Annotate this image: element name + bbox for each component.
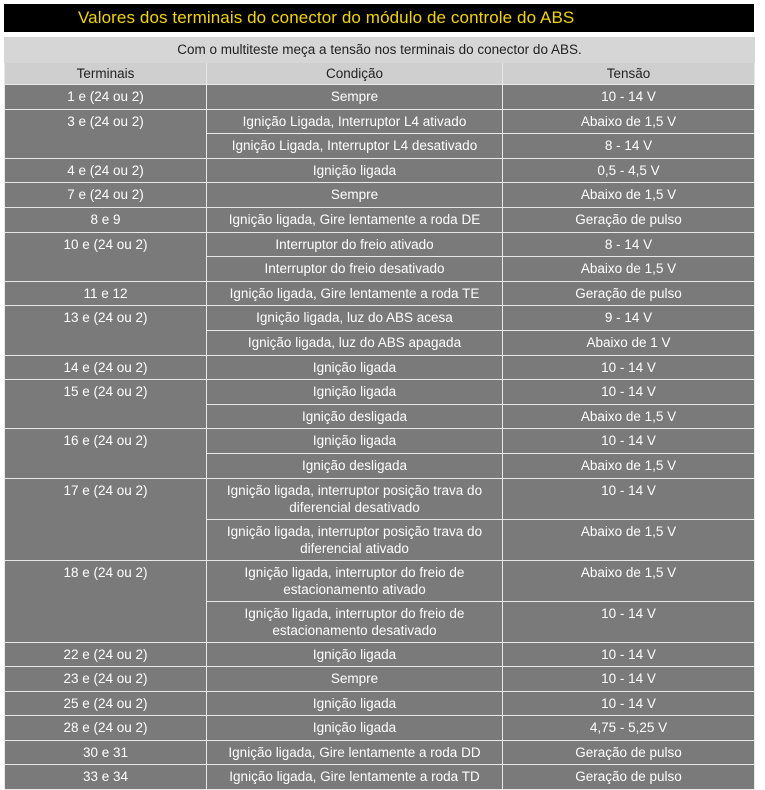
voltage-cell: Abaixo de 1,5 V <box>503 560 755 601</box>
voltage-cell: 10 - 14 V <box>503 355 755 380</box>
condition-cell: Ignição ligada, Gire lentamente a roda DE <box>207 207 503 232</box>
condition-cell: Ignição ligada <box>207 380 503 405</box>
voltage-cell: Abaixo de 1,5 V <box>503 109 755 134</box>
terminal-cell: 33 e 34 <box>5 765 207 790</box>
terminal-cell: 4 e (24 ou 2) <box>5 158 207 183</box>
table-title: Valores dos terminais do conector do módulo de controle do ABS <box>4 4 754 32</box>
table-row <box>5 355 755 380</box>
condition-cell: Ignição ligada <box>207 158 503 183</box>
terminal-cell: 14 e (24 ou 2) <box>5 355 207 380</box>
voltage-cell: 10 - 14 V <box>503 601 755 642</box>
terminal-cell: 13 e (24 ou 2) <box>5 306 207 355</box>
voltage-cell: Geração de pulso <box>503 740 755 765</box>
voltage-cell: Geração de pulso <box>503 765 755 790</box>
condition-cell: Sempre <box>207 183 503 208</box>
table-row <box>5 478 755 519</box>
table-row <box>5 232 755 257</box>
table-row <box>5 667 755 692</box>
table-body <box>5 85 755 790</box>
condition-cell: Ignição ligada <box>207 642 503 667</box>
table-row <box>5 158 755 183</box>
condition-cell: Ignição ligada, Gire lentamente a roda DD <box>207 740 503 765</box>
voltage-cell: 8 - 14 V <box>503 134 755 159</box>
voltage-cell: 4,75 - 5,25 V <box>503 716 755 741</box>
terminal-cell: 30 e 31 <box>5 740 207 765</box>
voltage-cell: Abaixo de 1,5 V <box>503 519 755 560</box>
terminal-cell: 22 e (24 ou 2) <box>5 642 207 667</box>
header-tensao: Tensão <box>503 63 755 85</box>
terminal-cell: 16 e (24 ou 2) <box>5 429 207 478</box>
terminal-cell: 8 e 9 <box>5 207 207 232</box>
voltage-cell: 10 - 14 V <box>503 691 755 716</box>
condition-cell: Ignição ligada, luz do ABS acesa <box>207 306 503 331</box>
voltage-cell: Abaixo de 1 V <box>503 330 755 355</box>
header-condicao: Condição <box>207 63 503 85</box>
table-row <box>5 560 755 601</box>
voltage-cell: 10 - 14 V <box>503 478 755 519</box>
condition-cell: Ignição desligada <box>207 453 503 478</box>
terminal-cell: 17 e (24 ou 2) <box>5 478 207 560</box>
condition-cell: Interruptor do freio desativado <box>207 257 503 282</box>
terminal-cell: 15 e (24 ou 2) <box>5 380 207 429</box>
condition-cell: Interruptor do freio ativado <box>207 232 503 257</box>
terminal-cell: 23 e (24 ou 2) <box>5 667 207 692</box>
voltage-cell: 8 - 14 V <box>503 232 755 257</box>
table-note-row <box>5 38 755 63</box>
condition-cell: Ignição ligada, interruptor do freio de estacionamento desativado <box>207 601 503 642</box>
voltage-cell: 10 - 14 V <box>503 667 755 692</box>
terminal-cell: 25 e (24 ou 2) <box>5 691 207 716</box>
condition-cell: Ignição ligada <box>207 716 503 741</box>
condition-cell: Sempre <box>207 667 503 692</box>
voltage-cell: Abaixo de 1,5 V <box>503 183 755 208</box>
voltage-cell: 10 - 14 V <box>503 642 755 667</box>
terminal-cell: 1 e (24 ou 2) <box>5 85 207 110</box>
voltage-cell: 0,5 - 4,5 V <box>503 158 755 183</box>
condition-cell: Ignição ligada, interruptor do freio de estacionamento ativado <box>207 560 503 601</box>
voltage-cell: Geração de pulso <box>503 281 755 306</box>
condition-cell: Ignição ligada, Gire lentamente a roda TD <box>207 765 503 790</box>
condition-cell: Ignição ligada, interruptor posição trava do diferencial ativado <box>207 519 503 560</box>
table-row <box>5 281 755 306</box>
condition-cell: Ignição Ligada, Interruptor L4 ativado <box>207 109 503 134</box>
condition-cell: Ignição ligada, Gire lentamente a roda TE <box>207 281 503 306</box>
voltage-cell: Abaixo de 1,5 V <box>503 257 755 282</box>
table-row <box>5 306 755 331</box>
condition-cell: Ignição ligada <box>207 691 503 716</box>
terminal-cell: 7 e (24 ou 2) <box>5 183 207 208</box>
table-row <box>5 207 755 232</box>
voltage-cell: Abaixo de 1,5 V <box>503 453 755 478</box>
table-row <box>5 740 755 765</box>
terminal-cell: 28 e (24 ou 2) <box>5 716 207 741</box>
table-note: Com o multiteste meça a tensão nos terminais do conector do ABS. <box>5 38 755 63</box>
condition-cell: Sempre <box>207 85 503 110</box>
table-row <box>5 716 755 741</box>
table-row <box>5 109 755 134</box>
condition-cell: Ignição desligada <box>207 404 503 429</box>
voltage-cell: 10 - 14 V <box>503 85 755 110</box>
terminal-cell: 18 e (24 ou 2) <box>5 560 207 642</box>
terminal-cell: 10 e (24 ou 2) <box>5 232 207 281</box>
terminal-cell: 11 e 12 <box>5 281 207 306</box>
table-row <box>5 85 755 110</box>
voltage-cell: 10 - 14 V <box>503 429 755 454</box>
voltage-cell: 9 - 14 V <box>503 306 755 331</box>
condition-cell: Ignição ligada, interruptor posição trava do diferencial desativado <box>207 478 503 519</box>
table-row <box>5 183 755 208</box>
table-row <box>5 642 755 667</box>
table-row <box>5 380 755 405</box>
terminal-cell: 3 e (24 ou 2) <box>5 109 207 158</box>
header-terminais: Terminais <box>5 63 207 85</box>
voltage-cell: 10 - 14 V <box>503 380 755 405</box>
voltage-cell: Geração de pulso <box>503 207 755 232</box>
condition-cell: Ignição Ligada, Interruptor L4 desativado <box>207 134 503 159</box>
table-row <box>5 691 755 716</box>
condition-cell: Ignição ligada <box>207 429 503 454</box>
voltage-cell: Abaixo de 1,5 V <box>503 404 755 429</box>
table-row <box>5 429 755 454</box>
terminal-values-table <box>4 37 755 790</box>
table-header-row <box>5 63 755 85</box>
condition-cell: Ignição ligada, luz do ABS apagada <box>207 330 503 355</box>
condition-cell: Ignição ligada <box>207 355 503 380</box>
